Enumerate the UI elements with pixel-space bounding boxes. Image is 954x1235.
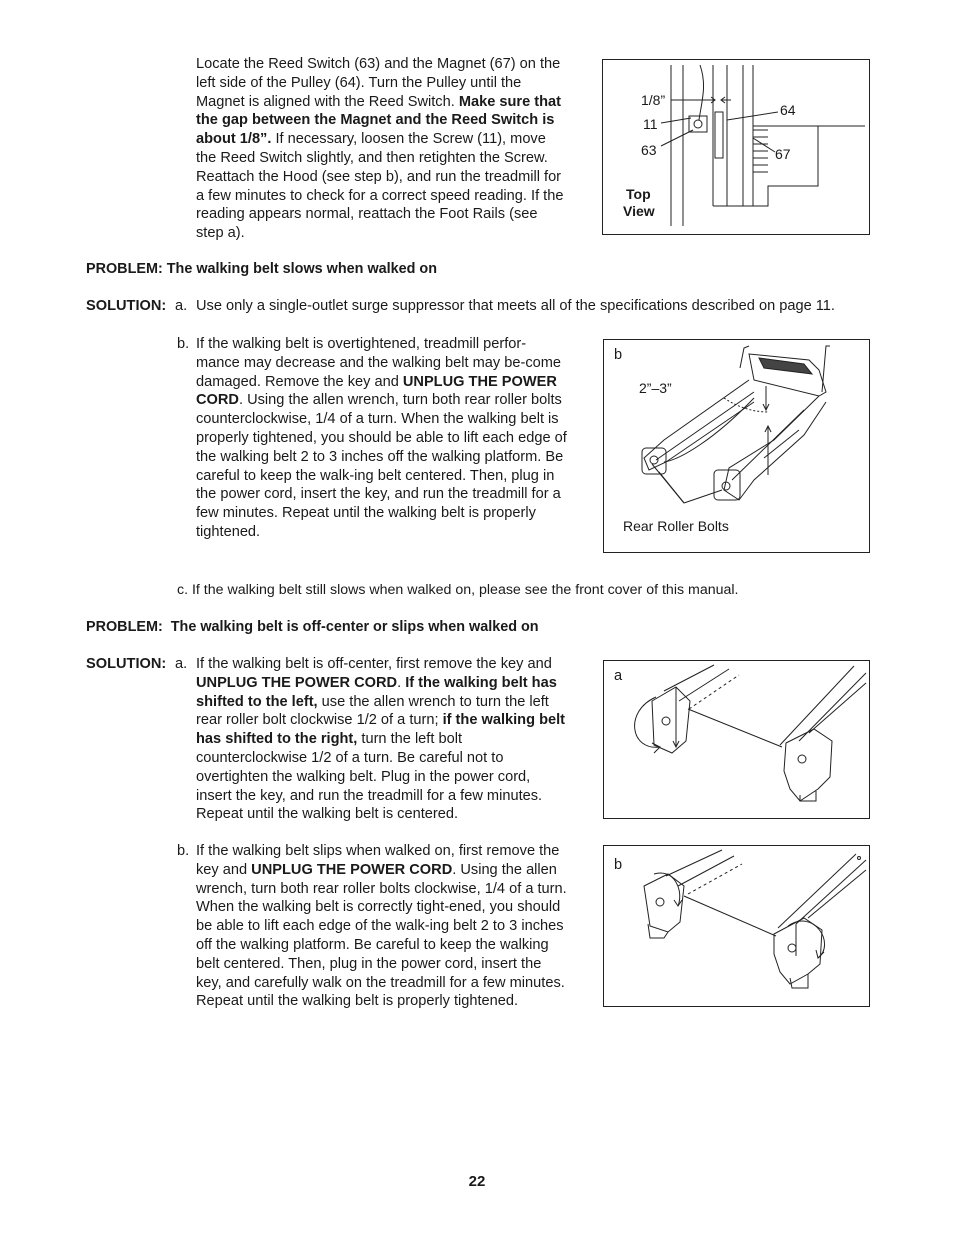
solution-1c-text: c. If the walking belt still slows when walked on, please see the front cover of this manual. — [177, 582, 739, 598]
belt-slips-diagram — [604, 846, 871, 1008]
label-reed-switch-63: 63 — [641, 142, 657, 158]
solution-1a-letter: a. — [175, 298, 188, 314]
intro-paragraph: Locate the Reed Switch (63) and the Magnet (67) on the left side of the Pulley (64). Turn the Pulley until the Magnet is aligned with the Reed Switch. Make sure that the gap between the Magnet and the Reed Switch is about 1/8”. If necessary, loosen the Screw (11), move the Reed Switch slightly, and then retighten the Screw. Reattach the Hood (see step b), and run the treadmill for a few minutes to check for a correct speed reading. If the reading appears normal, reattach the Foot Rails (see step a). — [196, 56, 564, 242]
solution-2a-letter: a. — [175, 656, 188, 672]
label-pulley-64: 64 — [780, 102, 796, 118]
solution-label-1: SOLUTION: — [86, 298, 167, 314]
label-screw-11: 11 — [643, 116, 658, 132]
solution-1b-letter: b. — [177, 336, 190, 352]
solution-2a-text: If the walking belt is off-center, first remove the key and UNPLUG THE POWER CORD. If the walking belt has shifted to the left, use the allen wrench to turn the left rear roller bolt clockwise 1/2 of a turn; if the walking belt has shifted to the right, turn the left bolt counterclockwise 1/2 of a turn. Be careful not to overtighten the walking belt. Plug in the power cord, insert the key, and run the treadmill for a few minutes. Repeat until the walking belt is centered. — [196, 656, 566, 823]
label-gap: 1/8” — [641, 92, 666, 108]
solution-label-2: SOLUTION: — [86, 656, 167, 672]
label-top: Top — [626, 186, 651, 202]
page-number: 22 — [468, 1173, 486, 1190]
solution-2b-text: If the walking belt slips when walked on, first remove the key and UNPLUG THE POWER CORD. Using the allen wrench, turn both rear roller bolts clockwise, 1/4 of a turn. When the walking belt is correctly tight-ened, you should be able to lift each edge of the walk-ing belt 2 to 3 inches off the walking platform. Be careful to keep the walking belt centered. Then, plug in the power cord, insert the key, and carefully walk on the treadmill for a few minutes. Repeat until the walking belt is properly tightened. — [196, 843, 567, 1010]
figure-top-view — [602, 59, 870, 235]
label-magnet-67: 67 — [775, 146, 791, 162]
problem-2-heading: PROBLEM: The walking belt is off-center or slips when walked on — [86, 619, 539, 635]
solution-1b-text: If the walking belt is overtightened, treadmill perfor-mance may decrease and the walking belt may be-come damaged. Remove the key and UNPLUG THE POWER CORD. Using the allen wrench, turn both rear roller bolts counterclockwise, 1/4 of a turn. When the walking belt is properly tightened, you should be able to lift each edge of the walking belt 2 to 3 inches off the walking platform. Be careful to keep the walk-ing belt centered. Then, plug in the power cord, insert the key, and run the treadmill for a few minutes. Repeat until the walking belt is properly tightened. — [196, 336, 567, 540]
solution-1a-text: Use only a single-outlet surge suppressor that meets all of the specifications described on page 11. — [196, 298, 835, 314]
label-rear-roller-bolts: Rear Roller Bolts — [623, 518, 729, 534]
figure-b-letter: b — [614, 347, 623, 363]
figure-belt-slips — [603, 845, 870, 1007]
figure-off-center — [603, 660, 870, 819]
off-center-diagram — [604, 661, 871, 820]
solution-2b-letter: b. — [177, 843, 190, 859]
label-view: View — [623, 203, 655, 219]
figure-a-letter: a — [614, 668, 623, 684]
problem-1-heading: PROBLEM: The walking belt slows when walked on — [86, 261, 438, 277]
label-lift-distance: 2”–3” — [639, 380, 672, 396]
figure-belt-tension — [603, 339, 870, 553]
figure-b2-letter: b — [614, 857, 623, 873]
